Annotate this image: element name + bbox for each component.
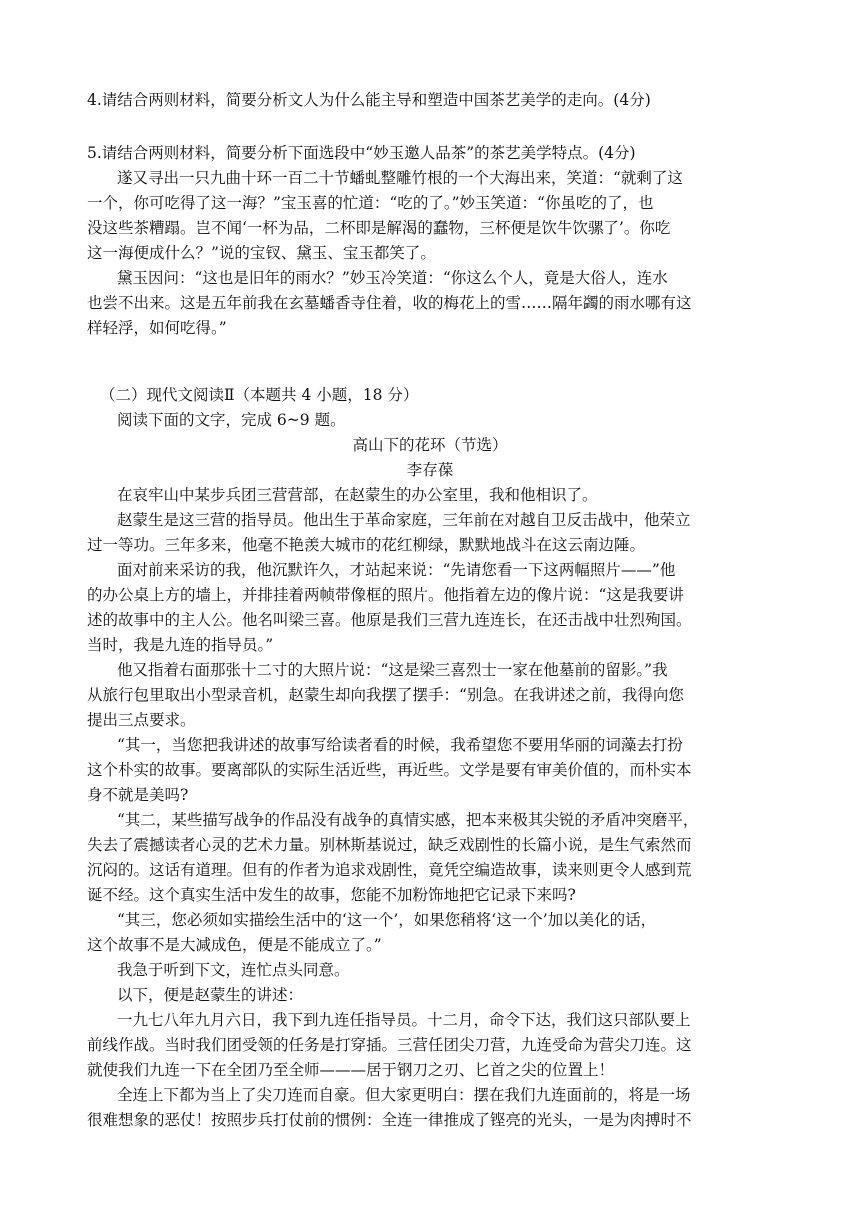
body-line: 全连上下都为当上了尖刀连而自豪。但大家更明白：摆在我们九连面前的，将是一场 xyxy=(117,1086,691,1104)
body-line: 提出三点要求。 xyxy=(87,711,196,729)
body-line: 以下，便是赵蒙生的讲述： xyxy=(117,986,304,1004)
article-author: 李存葆 xyxy=(406,461,454,479)
body-line: 面对前来采访的我，他沉默许久，才站起来说：“先请您看一下这两幅照片——”他 xyxy=(117,561,676,579)
excerpt-line: 黛玉因问：“这也是旧年的雨水？”妙玉冷笑道：“你这么个人，竟是大俗人，连水 xyxy=(117,269,668,287)
excerpt-line: 也尝不出来。这是五年前我在玄墓蟠香寺住着，收的梅花上的雪……隔年蠲的雨水哪有这 xyxy=(87,294,692,312)
body-line: 我急于听到下文，连忙点头同意。 xyxy=(117,961,350,979)
body-line: 他又指着右面那张十二寸的大照片说：“这是梁三喜烈士一家在他墓前的留影。”我 xyxy=(117,661,668,679)
body-line: 这个朴实的故事。要离部队的实际生活近些，再近些。文学是要有审美价值的，而朴实本 xyxy=(87,761,692,779)
section-header: （二）现代文阅读Ⅱ（本题共 4 小题，18 分） xyxy=(100,386,419,404)
body-line: 赵蒙生是这三营的指导员。他出生于革命家庭，三年前在对越自卫反击战中，他荣立 xyxy=(117,511,691,529)
body-line: 从旅行包里取出小型录音机，赵蒙生却向我摆了摆手：“别急。在我讲述之前，我得向您 xyxy=(87,686,684,704)
body-line: 沉闷的。这话有道理。但有的作者为追求戏剧性，竟凭空编造故事，读来则更令人感到荒 xyxy=(87,861,692,879)
body-line: 一九七八年九月六日，我下到九连任指导员。十二月，命令下达，我们这只部队要上 xyxy=(117,1011,691,1029)
excerpt-line: 一个，你可吃得了这一海？”宝玉喜的忙道：“吃的了。”妙玉笑道：“你虽吃的了，也 xyxy=(87,194,654,212)
excerpt-line: 遂又寻出一只九曲十环一百二十节蟠虬整雕竹根的一个大海出来，笑道：“就剩了这 xyxy=(117,169,683,187)
body-line: 当时，我是九连的指导员。” xyxy=(87,636,274,654)
body-line: “其三，您必须如实描绘生活中的‘这一个’，如果您稍将‘这一个’加以美化的话， xyxy=(117,911,657,929)
question-4: 4.请结合两则材料，简要分析文人为什么能主导和塑造中国茶艺美学的走向。(4分) xyxy=(87,91,651,109)
body-line: 在哀牢山中某步兵团三营营部，在赵蒙生的办公室里，我和他相识了。 xyxy=(117,486,598,504)
body-line: 述的故事中的主人公。他名叫梁三喜。他原是我们三营九连连长，在还击战中壮烈殉国。 xyxy=(87,611,692,629)
body-line: 过一等功。三年多来，他毫不艳羡大城市的花红柳绿，默默地战斗在这云南边陲。 xyxy=(87,536,646,554)
body-line: 前线作战。当时我们团受领的任务是打穿插。三营任团尖刀营，九连受命为营尖刀连。这 xyxy=(87,1036,692,1054)
body-line: 很难想象的恶仗！按照步兵打仗前的惯例：全连一律推成了铿亮的光头，一是为肉搏时不 xyxy=(87,1111,692,1129)
article-title: 高山下的花环（节选） xyxy=(352,436,508,454)
body-line: 诞不经。这个真实生活中发生的故事，您能不加粉饰地把它记录下来吗? xyxy=(87,886,576,904)
excerpt-line: 样轻浮，如何吃得。” xyxy=(87,319,227,337)
body-line: 的办公桌上方的墙上，并排挂着两帧带像框的照片。他指着左边的像片说：“这是我要讲 xyxy=(87,586,684,604)
excerpt-line: 这一海便成什么？”说的宝钗、黛玉、宝玉都笑了。 xyxy=(87,244,436,262)
excerpt-line: 没这些茶糟蹋。岂不闻‘一杯为品，二杯即是解渴的蠢物，三杯便是饮牛饮骡了’。你吃 xyxy=(87,219,671,237)
question-5: 5.请结合两则材料，简要分析下面选段中“妙玉邀人品茶”的茶艺美学特点。(4分) xyxy=(87,144,636,162)
body-line: 这个故事不是大减成色，便是不能成立了。” xyxy=(87,936,382,954)
instruction: 阅读下面的文字，完成 6~9 题。 xyxy=(117,411,346,429)
body-line: “其二，某些描写战争的作品没有战争的真情实感，把本来极其尖锐的矛盾冲突磨平， xyxy=(117,811,699,829)
body-line: 失去了震撼读者心灵的艺术力量。别林斯基说过，缺乏戏剧性的长篇小说，是生气索然而 xyxy=(87,836,692,854)
body-line: 就使我们九连一下在全团乃至全师———居于钢刀之刃、匕首之尖的位置上！ xyxy=(87,1061,615,1079)
body-line: “其一，当您把我讲述的故事写给读者看的时候，我希望您不要用华丽的词藻去打扮 xyxy=(117,736,683,754)
body-line: 身不就是美吗? xyxy=(87,786,189,804)
